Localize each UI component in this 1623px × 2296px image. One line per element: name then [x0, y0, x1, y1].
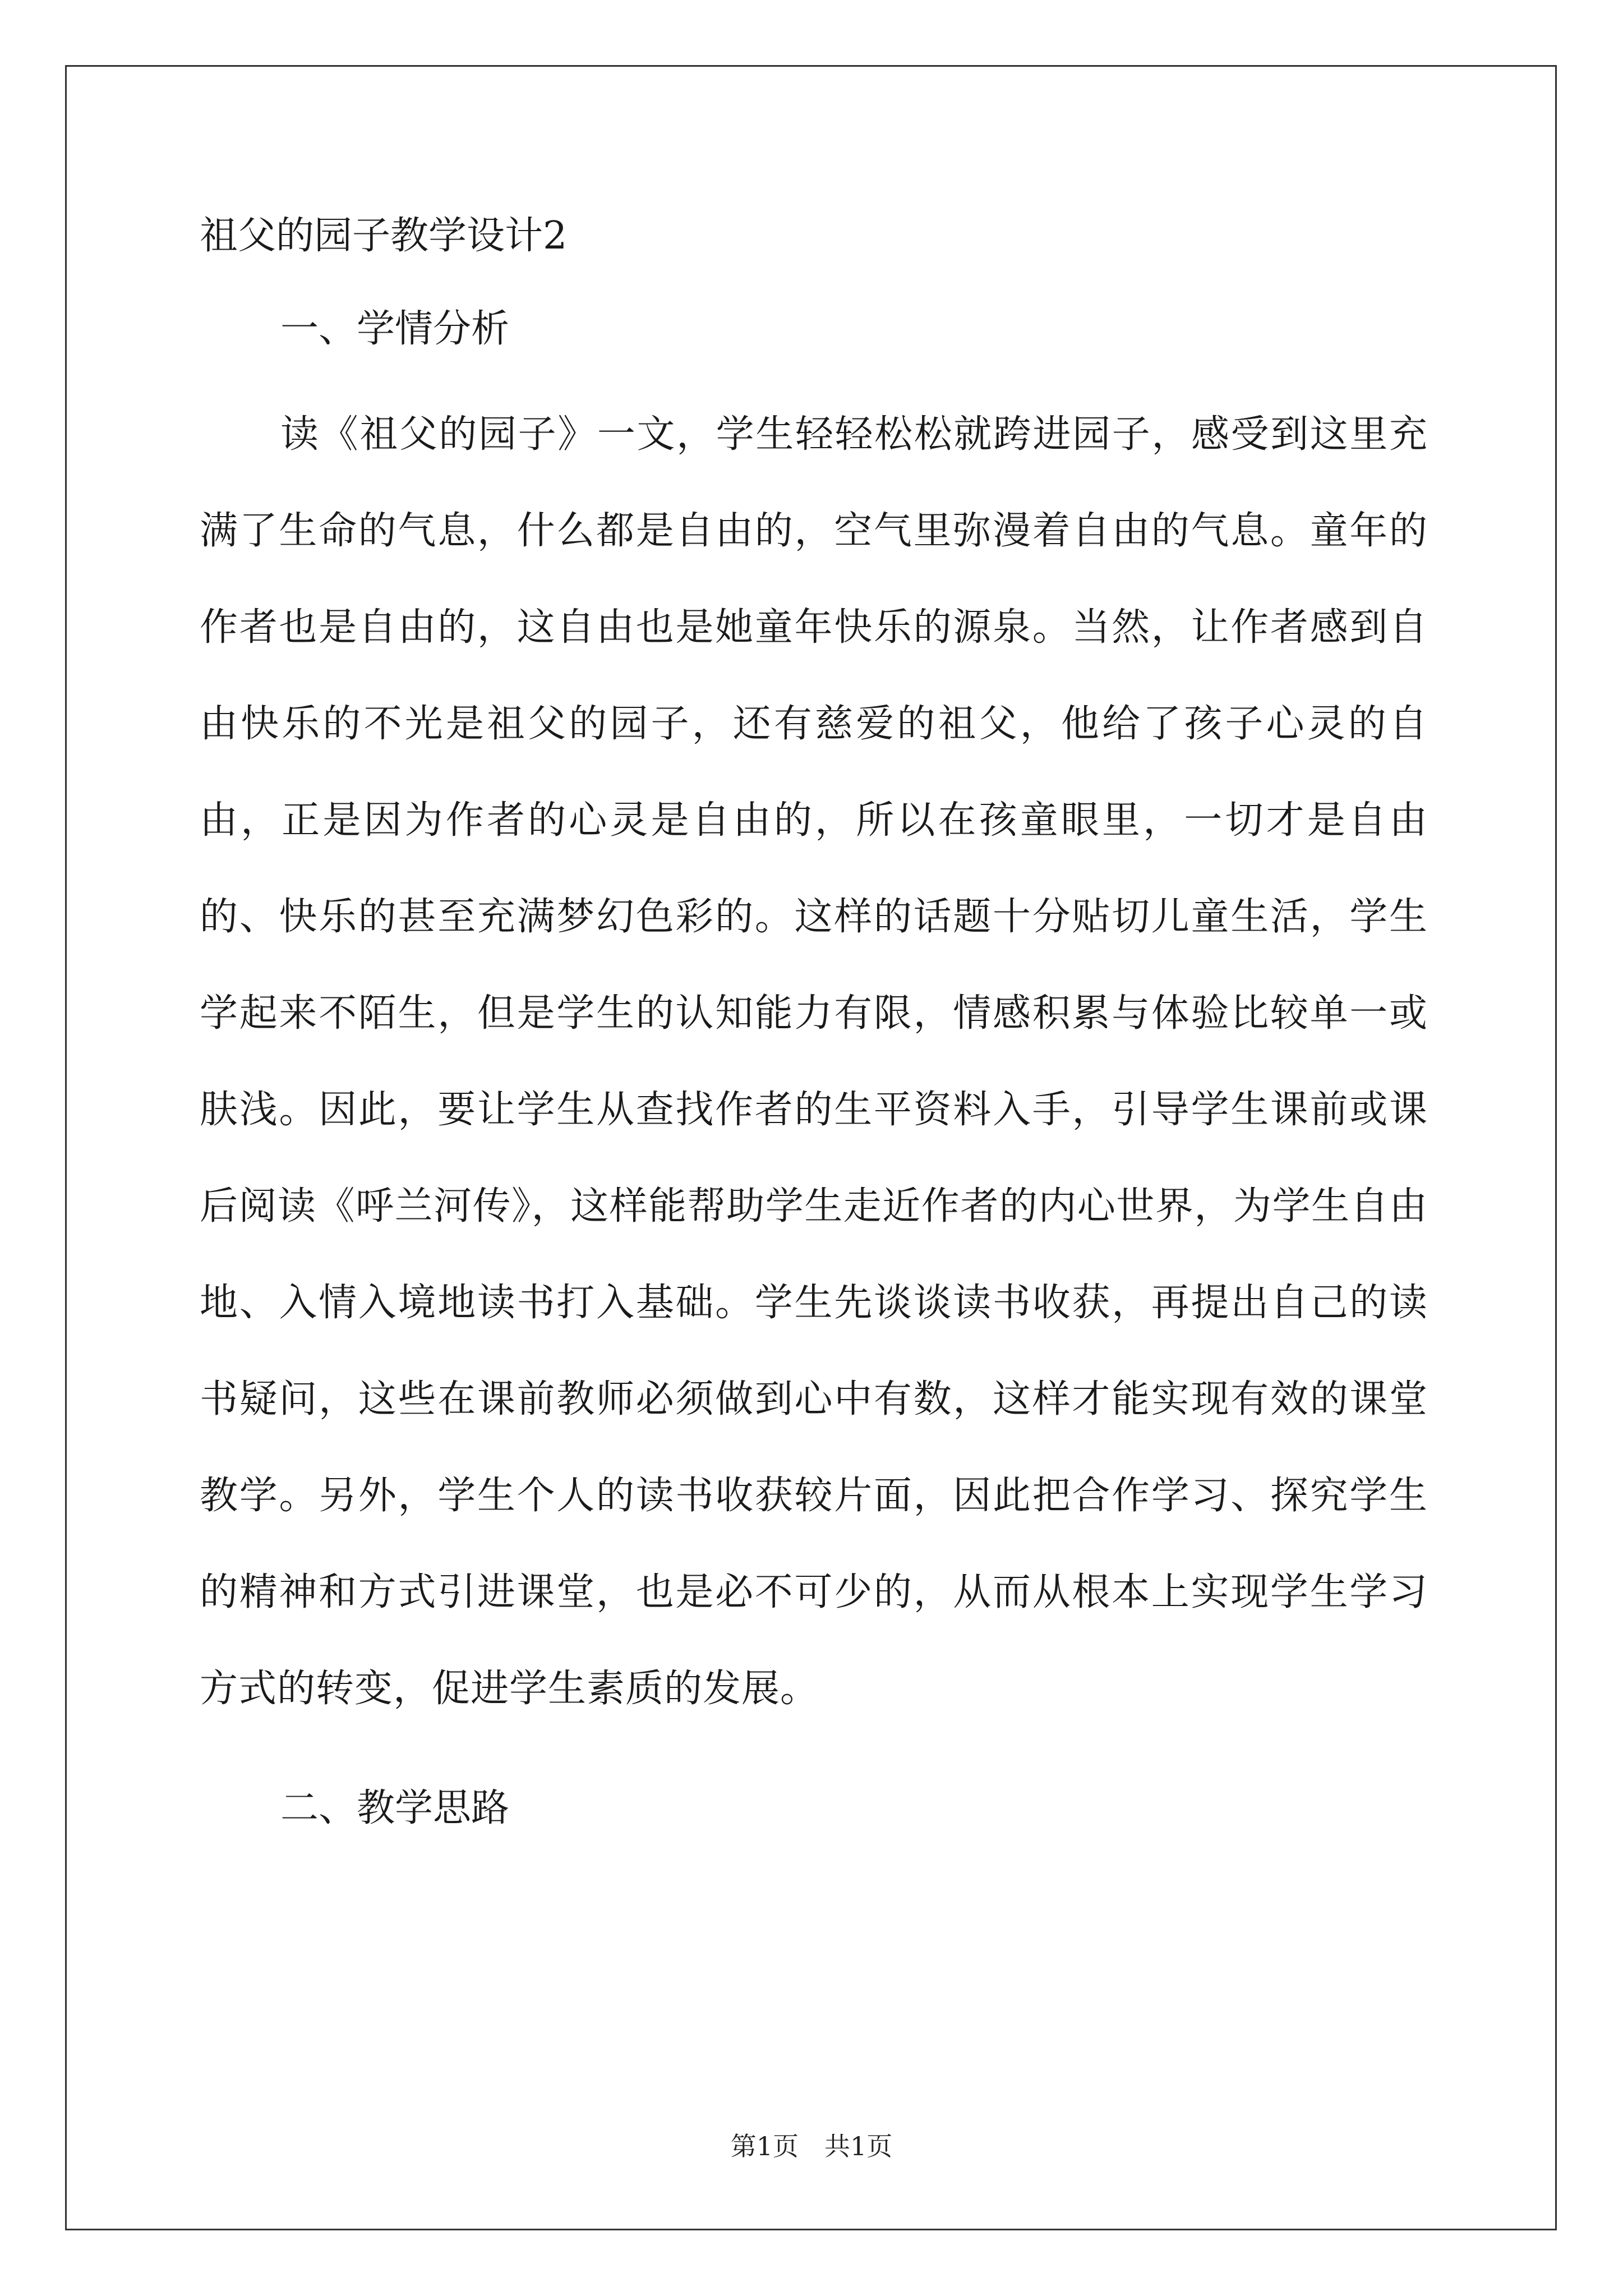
- document-title: 祖父的园子教学设计2: [200, 214, 568, 258]
- section-paragraph-1: 读《祖父的园子》一文，学生轻轻松松就跨进园子，感受到这里充满了生命的气息，什么都是自由的，空气里弥漫着自由的气息。童年的作者也是自由的，这自由也是她童年快乐的源泉。当然，让作者感到自由快乐的不光是祖父的园子，还有慈爱的祖父，他给了孩子心灵的自由，正是因为作者的心灵是自由的，所以在孩童眼里，一切才是自由的、快乐的甚至充满梦幻色彩的。这样的话题十分贴切儿童生活，学生学起来不陌生，但是学生的认知能力有限，情感积累与体验比较单一或肤浅。因此，要让学生从查找作者的生平资料入手，引导学生课前或课后阅读《呼兰河传》，这样能帮助学生走近作者的内心世界，为学生自由地、入情入境地读书打入基础。学生先谈谈读书收获，再提出自己的读书疑问，这些在课前教师必须做到心中有数，这样才能实现有效的课堂教学。另外，学生个人的读书收获较片面，因此把合作学习、探究学生的精神和方式引进课堂，也是必不可少的，从而从根本上实现学生学习方式的转变，促进学生素质的发展。: [200, 412, 1428, 1711]
- section-heading-1: 一、学情分析: [280, 306, 510, 351]
- page-number-footer: 第1页 共1页: [730, 2131, 893, 2161]
- section-heading-2: 二、教学思路: [280, 1786, 510, 1831]
- document-body: [200, 213, 1428, 1880]
